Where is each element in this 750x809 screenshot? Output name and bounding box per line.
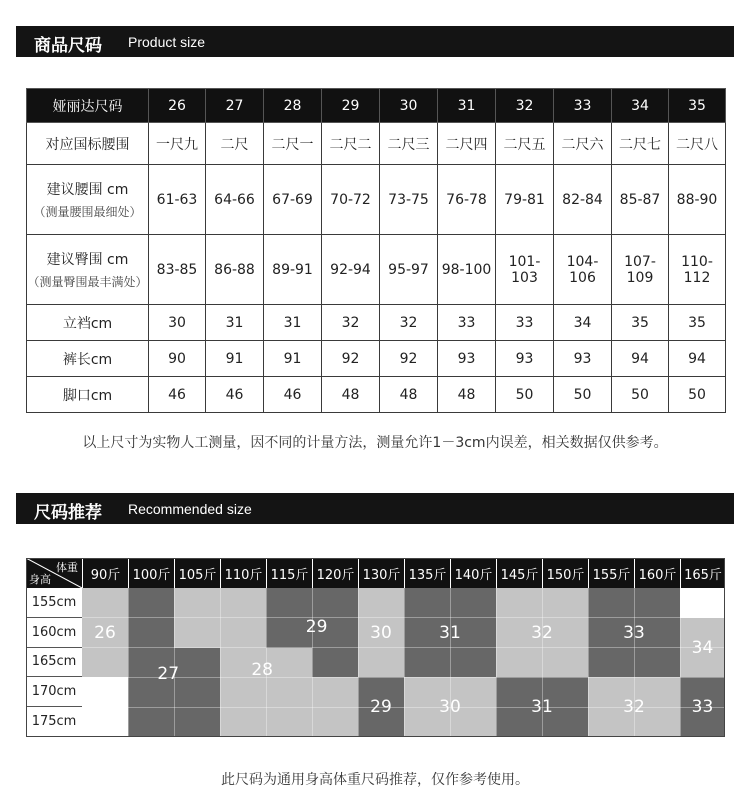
- product-size-header: [16, 26, 734, 57]
- size-table: [26, 88, 726, 413]
- size-zone-cell: [174, 707, 220, 737]
- weight-header-cell: 130斤: [358, 558, 404, 588]
- size-value-cell: 二尺七: [612, 123, 669, 165]
- size-zone-cell: [588, 648, 634, 678]
- size-value-cell: 107-109: [612, 235, 669, 305]
- size-zone-cell: [496, 588, 542, 618]
- weight-header-cell: 150斤: [542, 558, 588, 588]
- section-title-en: Product size: [128, 34, 206, 50]
- size-value-cell: 93: [438, 341, 496, 377]
- size-value-cell: 90: [149, 341, 206, 377]
- grid-line: [128, 588, 129, 737]
- row-label-main: 立裆cm: [62, 315, 113, 332]
- size-zone-cell: [220, 677, 266, 707]
- size-zone-cell: [220, 618, 266, 648]
- size-header-label: 娅丽达尺码: [27, 89, 149, 123]
- weight-header-cell: 155斤: [588, 558, 634, 588]
- row-label-main: 建议臀围 cm: [46, 252, 129, 268]
- size-value-cell: 33: [496, 305, 554, 341]
- height-label-cell: 155cm: [26, 588, 82, 618]
- size-zone-cell: [128, 588, 174, 618]
- size-header-cell: 35: [669, 89, 726, 123]
- height-label-cell: 175cm: [26, 707, 82, 737]
- size-value-cell: 79-81: [496, 165, 554, 235]
- size-value-cell: 104-106: [554, 235, 612, 305]
- size-zone-cell: [588, 588, 634, 618]
- size-row-label: [27, 305, 149, 341]
- size-value-cell: 34: [554, 305, 612, 341]
- weight-header-cell: 90斤: [82, 558, 128, 588]
- size-zone-label: 30: [439, 697, 461, 718]
- grid-line: [220, 588, 221, 737]
- recommended-size-header: [16, 493, 734, 524]
- size-value-cell: 二尺六: [554, 123, 612, 165]
- size-zone-cell: [128, 707, 174, 737]
- size-value-cell: 50: [496, 377, 554, 413]
- row-label-sub: （测量臀围最丰满处）: [27, 275, 148, 289]
- size-value-cell: 91: [264, 341, 322, 377]
- size-header-cell: 33: [554, 89, 612, 123]
- size-header-cell: 30: [380, 89, 438, 123]
- size-zone-label: 34: [691, 637, 714, 658]
- size-value-cell: 94: [669, 341, 726, 377]
- corner-height-label: 身高: [29, 573, 51, 586]
- height-label-cell: 165cm: [26, 648, 82, 678]
- size-recommendation-grid: [26, 558, 725, 737]
- size-row-label: [27, 123, 149, 165]
- size-zone-cell: [404, 588, 450, 618]
- size-row: [27, 341, 726, 377]
- size-header-row: [27, 89, 726, 123]
- grid-line: [312, 588, 313, 737]
- size-value-cell: 95-97: [380, 235, 438, 305]
- size-zone-cell: [450, 648, 496, 678]
- size-zone-label: 33: [623, 622, 645, 643]
- size-value-cell: 二尺八: [669, 123, 726, 165]
- size-zone-label: 26: [94, 622, 116, 643]
- size-header-cell: 34: [612, 89, 669, 123]
- size-value-cell: 33: [438, 305, 496, 341]
- section-title-zh: 商品尺码: [34, 36, 102, 56]
- size-header-cell: 26: [149, 89, 206, 123]
- size-zone-label: 33: [691, 697, 714, 718]
- size-zone-cell: [312, 677, 358, 707]
- row-label-main: 脚口cm: [62, 387, 113, 404]
- size-value-cell: 二尺一: [264, 123, 322, 165]
- size-value-cell: 30: [149, 305, 206, 341]
- size-value-cell: 32: [380, 305, 438, 341]
- weight-header-cell: 165斤: [680, 558, 725, 588]
- size-value-cell: 98-100: [438, 235, 496, 305]
- size-value-cell: 48: [438, 377, 496, 413]
- size-value-cell: 50: [554, 377, 612, 413]
- size-zone-cell: [542, 588, 588, 618]
- weight-header-cell: 135斤: [404, 558, 450, 588]
- size-value-cell: 48: [380, 377, 438, 413]
- size-header-cell: 32: [496, 89, 554, 123]
- size-row: [27, 165, 726, 235]
- size-zone-label: 29: [305, 616, 328, 637]
- size-value-cell: 86-88: [206, 235, 264, 305]
- size-value-cell: 二尺三: [380, 123, 438, 165]
- size-zone-label: 30: [370, 622, 392, 643]
- weight-header-cell: 110斤: [220, 558, 266, 588]
- row-label-main: 裤长cm: [62, 351, 113, 368]
- size-value-cell: 92: [380, 341, 438, 377]
- grid-corner: [26, 558, 82, 588]
- weight-header-cell: 160斤: [634, 558, 680, 588]
- size-zone-cell: [634, 648, 680, 678]
- weight-header-cell: 105斤: [174, 558, 220, 588]
- size-zone-cell: [174, 618, 220, 648]
- size-zone-cell: [358, 648, 404, 678]
- size-zone-label: 31: [439, 622, 461, 643]
- grid-line: [588, 588, 589, 737]
- size-row-label: [27, 377, 149, 413]
- section-title-zh: 尺码推荐: [34, 503, 102, 523]
- size-value-cell: 64-66: [206, 165, 264, 235]
- size-value-cell: 110-112: [669, 235, 726, 305]
- row-label-sub: （测量腰围最细处）: [33, 205, 142, 219]
- size-zone-cell: [220, 707, 266, 737]
- section-title-en: Recommended size: [128, 501, 252, 517]
- size-header-cell: 28: [264, 89, 322, 123]
- grid-line: [404, 588, 405, 737]
- size-value-cell: 35: [669, 305, 726, 341]
- size-zone-label: 32: [623, 697, 645, 718]
- size-value-cell: 46: [264, 377, 322, 413]
- size-zone-cell: [128, 618, 174, 648]
- row-label-main: 对应国标腰围: [45, 136, 130, 153]
- size-value-cell: 二尺四: [438, 123, 496, 165]
- measurement-note: 以上尺寸为实物人工测量，因不同的计量方法，测量允许1－3cm内误差，相关数据仅供参考。: [82, 435, 668, 451]
- recommendation-note: 此尺码为通用身高体重尺码推荐，仅作参考使用。: [221, 772, 529, 788]
- size-zone-cell: [312, 648, 358, 678]
- size-zone-label: 27: [157, 663, 180, 684]
- size-value-cell: 76-78: [438, 165, 496, 235]
- size-zone-cell: [358, 588, 404, 618]
- size-value-cell: 73-75: [380, 165, 438, 235]
- size-value-cell: 61-63: [149, 165, 206, 235]
- size-value-cell: 101-103: [496, 235, 554, 305]
- size-row-label: [27, 341, 149, 377]
- size-value-cell: 82-84: [554, 165, 612, 235]
- size-zone-label: 31: [531, 697, 553, 718]
- size-zone-label: 32: [531, 622, 553, 643]
- weight-header-cell: 120斤: [312, 558, 358, 588]
- size-value-cell: 48: [322, 377, 380, 413]
- size-zone-cell: [496, 648, 542, 678]
- size-value-cell: 46: [206, 377, 264, 413]
- size-value-cell: 二尺五: [496, 123, 554, 165]
- size-value-cell: 一尺九: [149, 123, 206, 165]
- size-value-cell: 67-69: [264, 165, 322, 235]
- size-zone-cell: [266, 588, 312, 618]
- size-zone-cell: [174, 677, 220, 707]
- size-value-cell: 85-87: [612, 165, 669, 235]
- size-value-cell: 31: [264, 305, 322, 341]
- size-value-cell: 89-91: [264, 235, 322, 305]
- size-zone-cell: [404, 648, 450, 678]
- size-header-cell: 31: [438, 89, 496, 123]
- size-value-cell: 94: [612, 341, 669, 377]
- size-row-label: [27, 235, 149, 305]
- size-zone-cell: [312, 707, 358, 737]
- weight-header-cell: 115斤: [266, 558, 312, 588]
- size-value-cell: 46: [149, 377, 206, 413]
- size-zone-label: 28: [251, 659, 273, 680]
- size-zone-cell: [266, 707, 312, 737]
- size-value-cell: 91: [206, 341, 264, 377]
- size-value-cell: 92-94: [322, 235, 380, 305]
- size-row: [27, 377, 726, 413]
- size-value-cell: 88-90: [669, 165, 726, 235]
- grid-line: [358, 588, 359, 737]
- size-zone-cell: [174, 588, 220, 618]
- size-zone-cell: [220, 588, 266, 618]
- size-row-label: [27, 165, 149, 235]
- corner-weight-label: 体重: [56, 561, 78, 574]
- weight-header-cell: 100斤: [128, 558, 174, 588]
- size-row: [27, 305, 726, 341]
- grid-line: [680, 588, 681, 737]
- size-value-cell: 50: [669, 377, 726, 413]
- size-value-cell: 32: [322, 305, 380, 341]
- size-value-cell: 31: [206, 305, 264, 341]
- size-header-cell: 29: [322, 89, 380, 123]
- size-value-cell: 93: [496, 341, 554, 377]
- size-zone-cell: [634, 588, 680, 618]
- size-header-cell: 27: [206, 89, 264, 123]
- size-value-cell: 50: [612, 377, 669, 413]
- grid-line: [174, 588, 175, 737]
- size-zone-cell: [266, 677, 312, 707]
- size-zone-cell: [82, 588, 128, 618]
- size-value-cell: 93: [554, 341, 612, 377]
- row-label-main: 建议腰围 cm: [46, 182, 129, 198]
- size-value-cell: 二尺: [206, 123, 264, 165]
- size-value-cell: 35: [612, 305, 669, 341]
- size-zone-cell: [542, 648, 588, 678]
- size-zone-cell: [82, 648, 128, 678]
- weight-header-cell: 140斤: [450, 558, 496, 588]
- size-value-cell: 92: [322, 341, 380, 377]
- size-value-cell: 二尺二: [322, 123, 380, 165]
- size-row: [27, 123, 726, 165]
- size-zone-cell: [450, 588, 496, 618]
- size-zone-label: 29: [370, 697, 392, 718]
- size-zone-cell: [312, 588, 358, 618]
- size-value-cell: 83-85: [149, 235, 206, 305]
- height-label-cell: 160cm: [26, 618, 82, 648]
- grid-line: [496, 588, 497, 737]
- size-value-cell: 70-72: [322, 165, 380, 235]
- size-row: [27, 235, 726, 305]
- weight-header-cell: 145斤: [496, 558, 542, 588]
- size-zone-cell: [174, 648, 220, 678]
- height-label-cell: 170cm: [26, 677, 82, 707]
